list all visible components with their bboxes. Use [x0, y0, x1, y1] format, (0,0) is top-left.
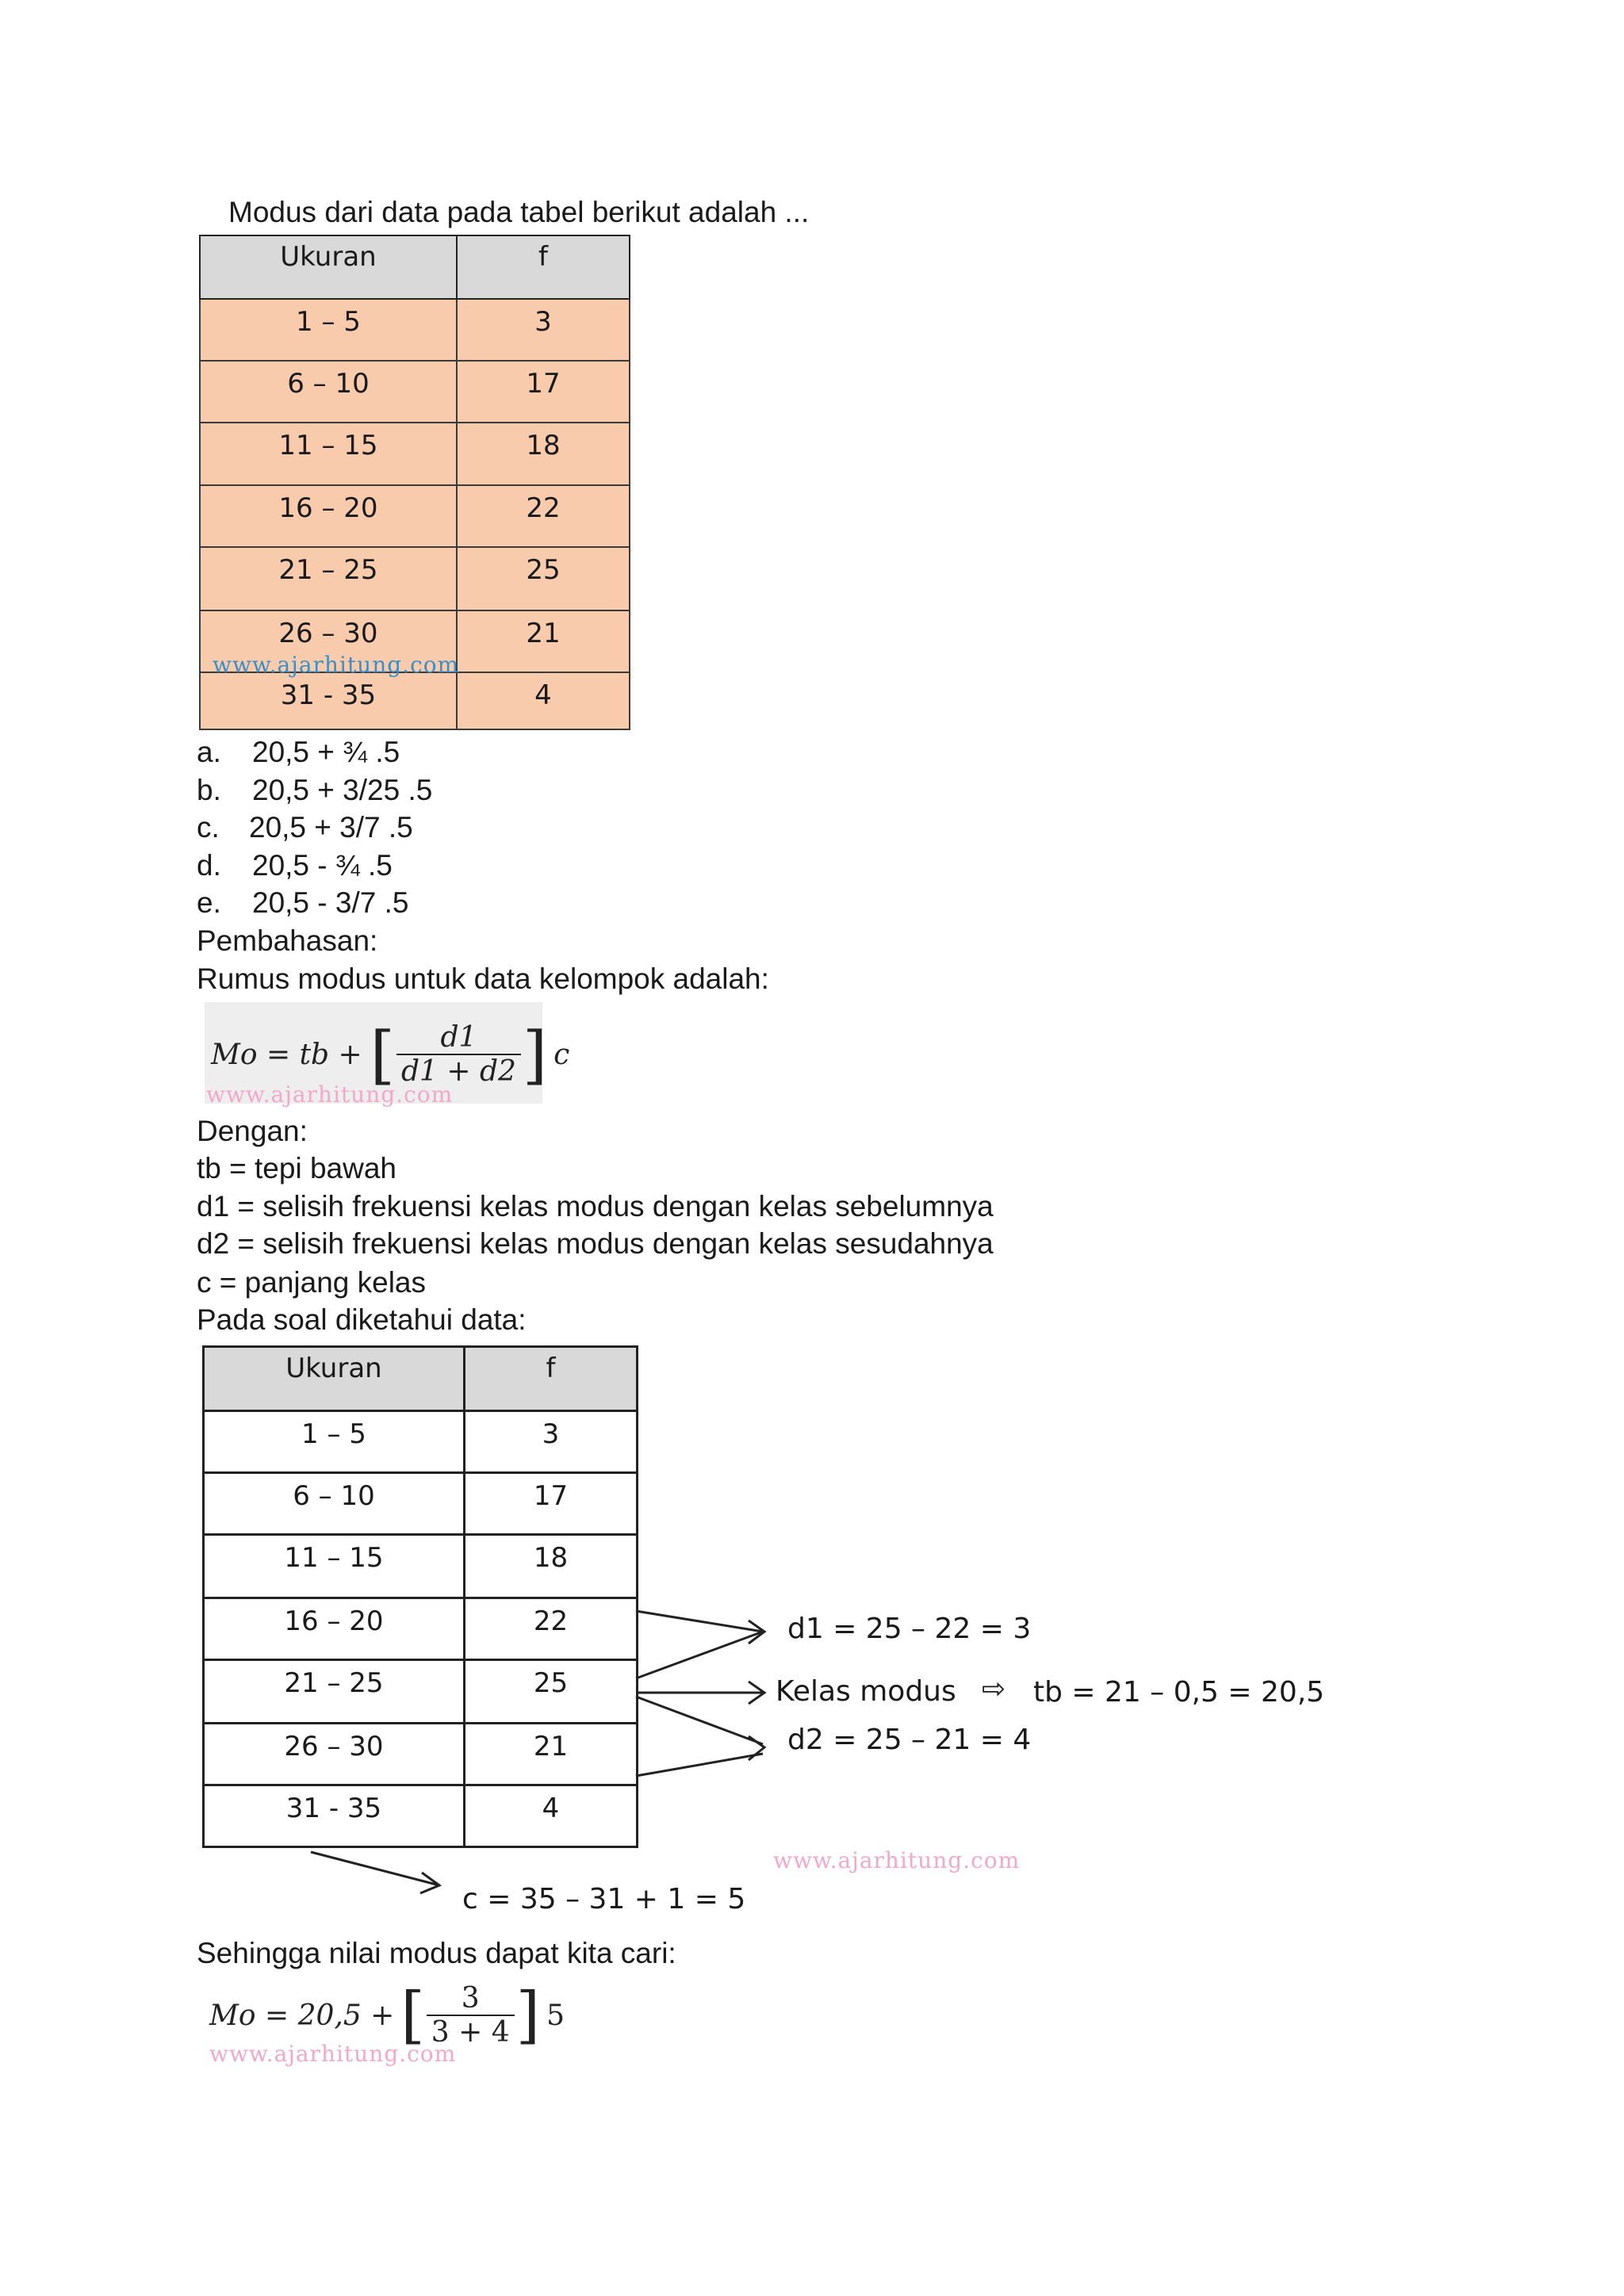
cell-ukuran: 16 – 20: [204, 1598, 465, 1660]
formula-lhs: Mo = tb +: [211, 1038, 362, 1071]
header-f: f: [457, 235, 630, 299]
cell-ukuran: 11 – 15: [200, 423, 457, 485]
question-text: Modus dari data pada tabel berikut adalah ...: [228, 196, 810, 228]
watermark-table: www.ajarhitung.com: [213, 652, 460, 678]
known-label: Pada soal diketahui data:: [197, 1303, 527, 1336]
conclusion-text: Sehingga nilai modus dapat kita cari:: [197, 1937, 676, 1969]
option-e: e. 20,5 - 3/7 .5: [197, 886, 409, 919]
cell-ukuran: 21 – 25: [204, 1660, 465, 1724]
header-ukuran: Ukuran: [200, 235, 457, 299]
arrow-line: [636, 1697, 763, 1744]
formula-denominator: d1 + d2: [400, 1055, 516, 1088]
definition-d2: d2 = selisih frekuensi kelas modus dengan kelas sesudahnya: [197, 1227, 994, 1260]
watermark-formula: www.ajarhitung.com: [206, 1081, 454, 1108]
option-b: b. 20,5 + 3/25 .5: [197, 774, 433, 806]
cell-ukuran: 6 – 10: [204, 1473, 465, 1535]
definition-d1: d1 = selisih frekuensi kelas modus dengan kelas sebelumnya: [197, 1190, 994, 1223]
cell-f: 21: [465, 1724, 638, 1785]
arrow-line: [636, 1754, 763, 1776]
formula-numerator: d1: [396, 1021, 521, 1055]
option-c: c. 20,5 + 3/7 .5: [197, 811, 413, 844]
arrowhead-d1: [749, 1621, 764, 1644]
definition-c: c = panjang kelas: [197, 1266, 427, 1299]
final-formula-denominator: 3 + 4: [431, 2016, 510, 2049]
annotation-kelas-modus: Kelas modus: [776, 1675, 956, 1708]
cell-f: 21: [457, 610, 630, 672]
final-formula-lhs: Mo = 20,5 +: [209, 1999, 395, 2032]
cell-ukuran: 6 – 10: [200, 361, 457, 423]
final-formula-suffix: 5: [546, 1999, 565, 2032]
cell-f: 3: [457, 299, 630, 361]
cell-ukuran: 11 – 15: [204, 1535, 465, 1598]
cell-f: 25: [457, 547, 630, 610]
annotation-tb: tb = 21 – 0,5 = 20,5: [1033, 1676, 1325, 1709]
mode-formula: Mo = tb + [ $\frac{d1}{d1 + d2}$ ] c: [211, 1017, 570, 1092]
cell-ukuran: 16 – 20: [200, 485, 457, 547]
discussion-label: Pembahasan:: [197, 924, 378, 957]
cell-ukuran: 31 - 35: [200, 672, 457, 729]
cell-f: 3: [465, 1411, 638, 1473]
option-a: a. 20,5 + ¾ .5: [197, 736, 400, 768]
definitions-intro: Dengan:: [197, 1115, 308, 1147]
cell-f: 25: [465, 1660, 638, 1724]
cell-ukuran: 26 – 30: [204, 1724, 465, 1785]
cell-ukuran: 21 – 25: [200, 547, 457, 610]
formula-intro: Rumus modus untuk data kelompok adalah:: [197, 962, 769, 995]
header-ukuran: Ukuran: [204, 1347, 465, 1411]
cell-f: 22: [465, 1598, 638, 1660]
watermark-diagram: www.ajarhitung.com: [773, 1847, 1021, 1873]
arrow-line: [636, 1632, 763, 1678]
cell-f: 17: [457, 361, 630, 423]
definition-tb: tb = tepi bawah: [197, 1152, 396, 1184]
cell-f: 17: [465, 1473, 638, 1535]
final-formula-numerator: 3: [427, 1982, 515, 2016]
cell-ukuran: 1 – 5: [200, 299, 457, 361]
cell-ukuran: 26 – 30: [200, 610, 457, 672]
option-d: d. 20,5 - ¾ .5: [197, 849, 393, 882]
cell-f: 18: [457, 423, 630, 485]
arrow-line: [311, 1852, 439, 1885]
annotation-d2: d2 = 25 – 21 = 4: [787, 1724, 1032, 1756]
cell-f: 4: [457, 672, 630, 729]
cell-ukuran: 31 - 35: [204, 1785, 465, 1847]
final-formula: Mo = 20,5 + [ $\frac{3}{3 + 4}$ ] 5: [209, 1980, 565, 2051]
header-f: f: [465, 1347, 638, 1411]
cell-f: 22: [457, 485, 630, 547]
arrow-line: [636, 1611, 763, 1632]
cell-f: 18: [465, 1535, 638, 1598]
cell-f: 4: [465, 1785, 638, 1847]
implies-arrow-icon: ⇨: [982, 1673, 1006, 1705]
annotation-d1: d1 = 25 – 22 = 3: [787, 1613, 1032, 1645]
cell-ukuran: 1 – 5: [204, 1411, 465, 1473]
annotation-c: c = 35 – 31 + 1 = 5: [462, 1883, 746, 1915]
formula-suffix: c: [553, 1038, 570, 1071]
watermark-final: www.ajarhitung.com: [209, 2041, 457, 2067]
